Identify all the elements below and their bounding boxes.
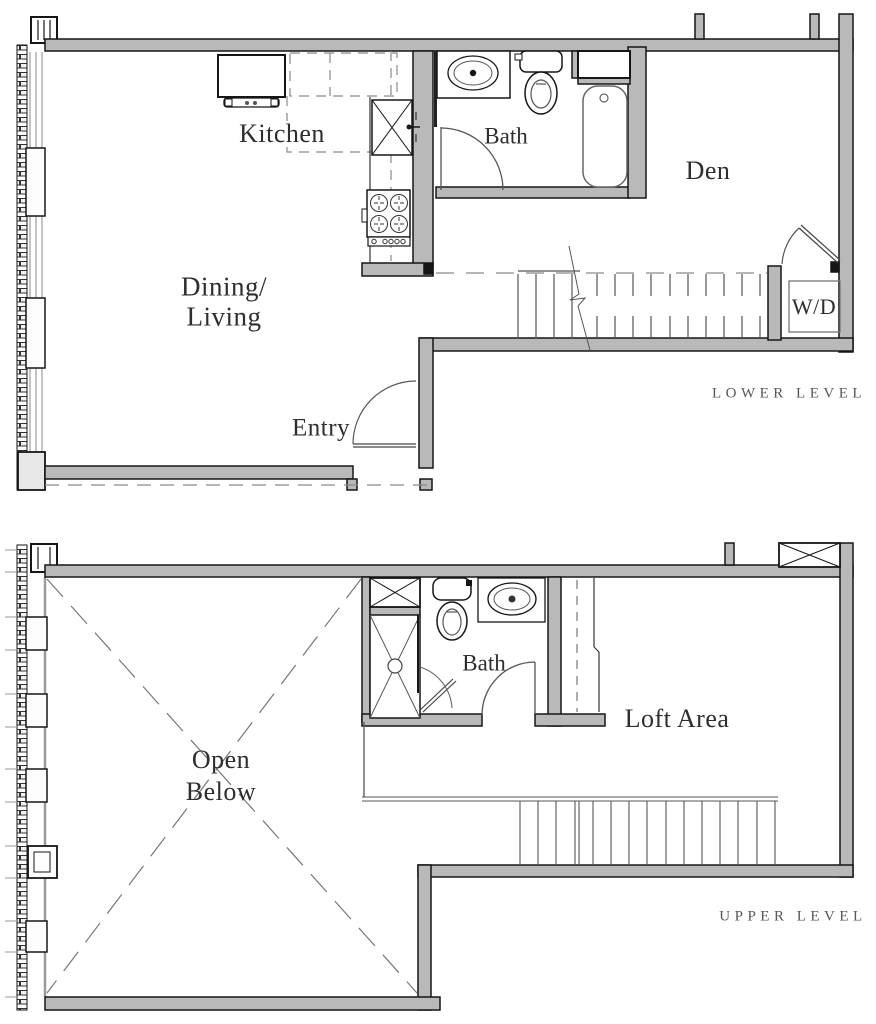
room-label-dining-line2: Living (186, 301, 262, 332)
room-label-entry: Entry (291, 414, 351, 442)
room-label-bath-lower: Bath (484, 123, 528, 149)
vanity-sink-icon (437, 51, 510, 98)
level-label-upper: UPPER LEVEL (719, 908, 867, 925)
room-label-kitchen: Kitchen (236, 121, 328, 147)
stair-run-icon (518, 246, 760, 350)
level-label-lower: LOWER LEVEL (711, 385, 867, 402)
tv-cabinet-icon (218, 55, 285, 107)
lower-level-plan (17, 14, 853, 490)
toilet-icon (515, 51, 562, 114)
window-wall-icon (17, 17, 57, 490)
range-burners-icon (362, 190, 410, 246)
entry-door-swing-icon (353, 381, 416, 447)
room-label-wd: W/D (791, 294, 837, 319)
toilet-icon (433, 578, 472, 640)
window-wall-icon (5, 544, 57, 1010)
room-label-open-line1: Open (191, 745, 251, 774)
stair-run-icon (362, 722, 778, 865)
room-label-loft: Loft Area (624, 704, 730, 733)
upper-level-plan (5, 543, 853, 1010)
bathtub-icon (583, 86, 627, 187)
room-label-bath-upper: Bath (462, 650, 506, 676)
room-label-open-line2: Below (185, 777, 257, 806)
room-label-dining-line1: Dining/ (180, 271, 268, 302)
closet-dashed-icon (577, 578, 599, 712)
room-label-den: Den (685, 156, 731, 185)
vanity-sink-icon (478, 578, 545, 622)
